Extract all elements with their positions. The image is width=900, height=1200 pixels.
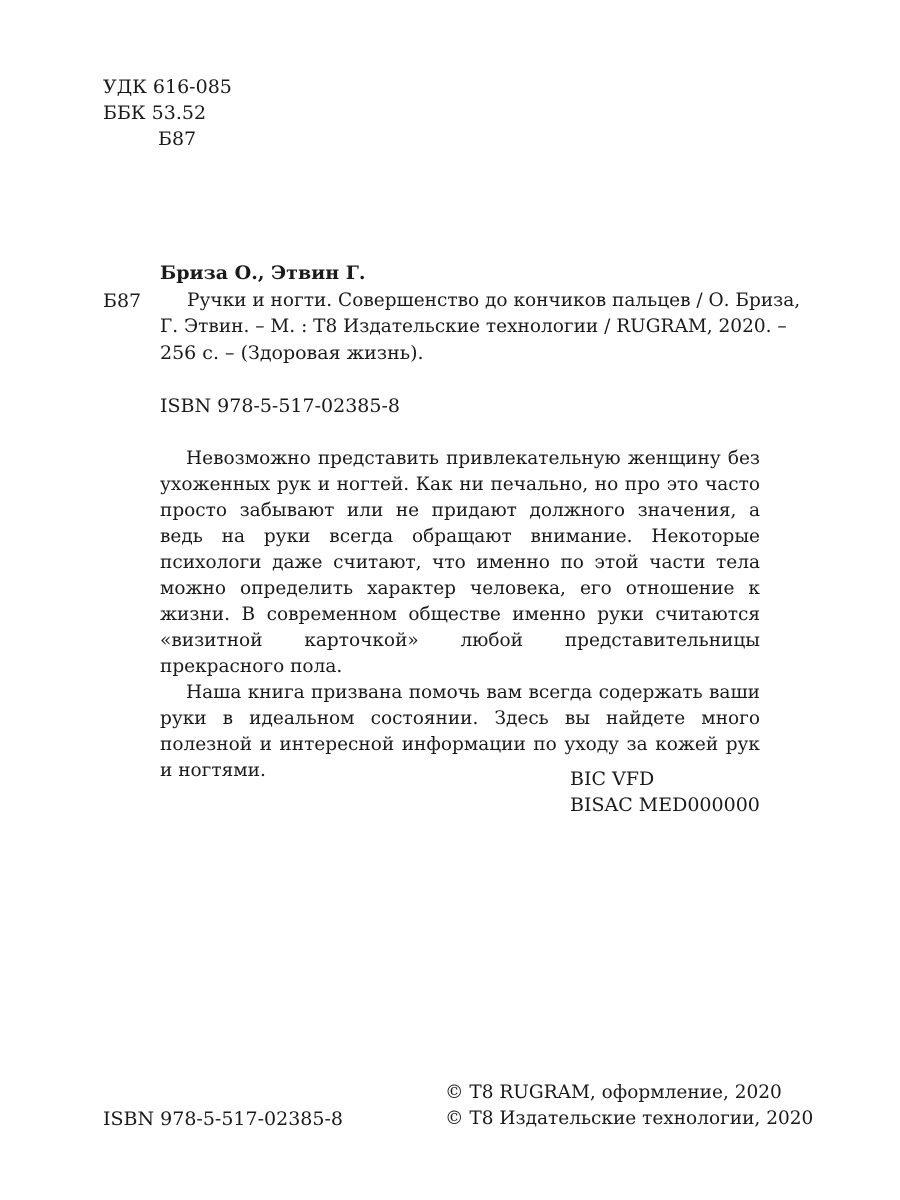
side-author-mark: Б87	[103, 290, 142, 312]
bisac-code: BISAC MED000000	[570, 794, 760, 816]
isbn-record: ISBN 978-5-517-02385-8	[160, 395, 400, 417]
authors-heading: Бриза О., Этвин Г.	[160, 262, 366, 284]
copyright-publisher: © Т8 Издательские технологии, 2020	[445, 1108, 814, 1129]
footer-isbn: ISBN 978-5-517-02385-8	[103, 1108, 343, 1130]
annotation-paragraph-1: Невозможно представить привлекательную женщину без ухоженных рук и ногтей. Как ни печально, но про это часто просто забывают или не придают должного значения, а ведь на руки всегда обращают внимание. Некоторые психологи даже считают, что именно по этой части тела можно определить характер человека, его отношение к жизни. В современном обществе именно руки считаются «визитной карточкой» любой представительницы прекрасного пола.	[160, 448, 760, 677]
author-mark: Б87	[158, 128, 197, 150]
copyright-design: © T8 RUGRAM, оформление, 2020	[445, 1082, 782, 1103]
bbk-code: ББК 53.52	[103, 102, 207, 124]
description-line-2: Г. Этвин. – М. : Т8 Издательские технологии / RUGRAM, 2020. –	[160, 316, 787, 337]
description-line-1: Ручки и ногти. Совершенство до кончиков пальцев / О. Бриза,	[187, 290, 801, 311]
bic-code: BIC VFD	[570, 768, 655, 790]
description-line-3: 256 с. – (Здоровая жизнь).	[160, 342, 424, 364]
annotation-paragraph-2: Наша книга призвана помочь вам всегда содержать ваши руки в идеальном состоянии. Здесь вы найдете много полезной и интересной информации по уходу за кожей рук и ногтями.	[160, 682, 760, 781]
annotation	[160, 446, 760, 784]
udk-code: УДК 616-085	[103, 76, 232, 98]
